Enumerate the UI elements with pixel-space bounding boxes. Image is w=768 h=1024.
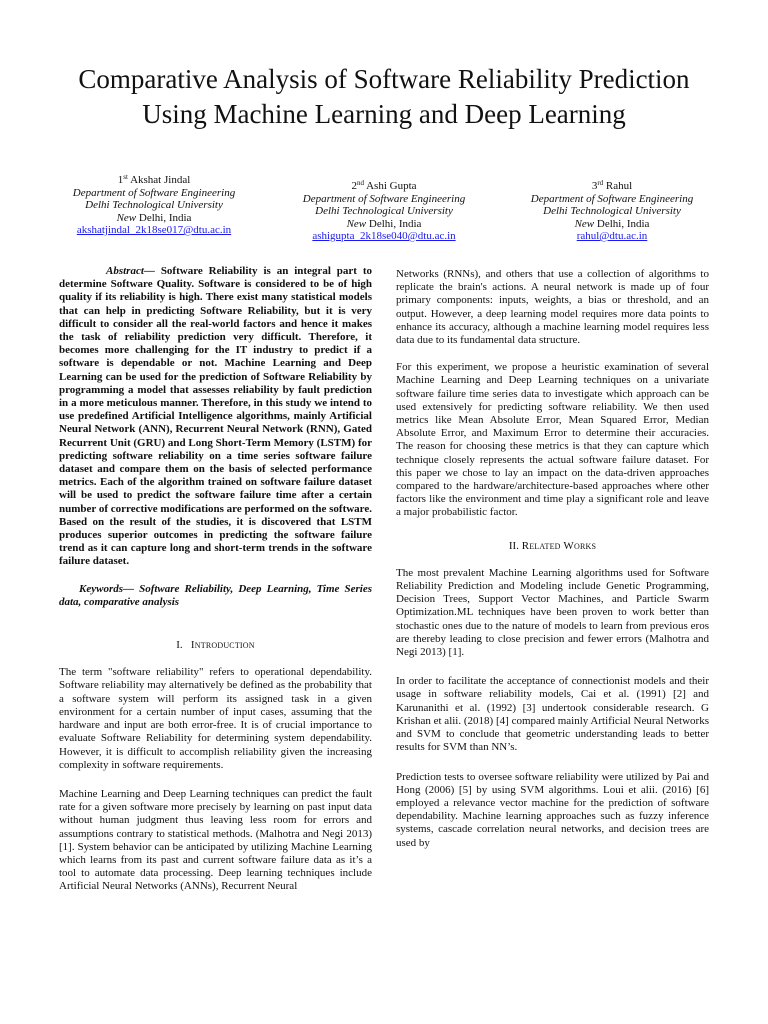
intro-paragraph-4: For this experiment, we propose a heuristic examination of several Machine Learning and Deep Learning techniques on a univariate software failure time series data to investigate which approach can be used extensively for predicting software reliability. We then used metrics like Mean Absolute Error, Mean Squared Error, Median Absolute Error, and Maximum Error to determine their accuracies. The reason for choosing these metrics is that they can capture which technique closely represents the actual software failure dataset. For this paper we chose to lay an impact on the data-driven approaches compared to the hardware/architecture-based approaches where other factors like the environment and time play a significant role and leave a major probabilistic factor. [396,361,709,519]
intro-paragraph-3: Networks (RNNs), and others that use a collection of algorithms to replicate the brain's actions. A neural network is made up of four primary components: inputs, weights, a bias or threshold, and an output. However, a deep learning model requires more data points to enhance its accuracy, although a machine learning model requires less data due to its fundamental data structure. [396,268,709,347]
intro-paragraph-2: Machine Learning and Deep Learning techniques can predict the fault rate for a given software more precisely by learning on past input data without human judgment thus leaving less room for errors and assumptions contrary to statistical methods. (Malhotra and Negi 2013) [1]. System behavior can be anticipated by utilizing Machine Learning which learns from its past and current software failure data as it’s a tool to automate data processing. Deep learning techniques include Artificial Neural Networks (ANNs), Recurrent Neural [59,787,372,893]
related-paragraph-2: In order to facilitate the acceptance of connectionist models and their usage in software reliability models, Cai et al. (1991) [2] and Karunanithi et al. (1992) [3] undertook considerable research. G Krishan et alii. (2018) [4] compared mainly Artificial Neural Networks and SVM to conclude that geometric understanding leads to better results for SVM than NN’s. [396,675,709,754]
author-location: New Delhi, India [116,211,192,224]
author-university: Delhi Technological University [315,205,453,217]
keywords [59,583,372,609]
right-column [396,268,709,850]
related-paragraph-1: The most prevalent Machine Learning algorithms used for Software Reliability Prediction and Modeling include Genetic Programming, Decision Trees, Support Vector Machines, and Particle Swarm Optimization.ML techniques have been proven to work better than stochastic ones due to the nature of models to learn from previous eros are thereby leading to close precision and fewer errors (Malhotra and Negi 2013) [1]. [396,566,709,659]
author-university: Delhi Technological University [85,199,223,211]
author-location: New Delhi, India [346,217,422,230]
author-name: 1st Akshat Jindal [117,173,191,186]
left-column [59,265,372,894]
author-block-3 [497,180,727,243]
author-department: Department of Software Engineering [530,192,694,205]
author-name: 3rd Rahul [591,179,633,192]
keywords-text: Software Reliability, Deep Learning, Time Series data, comparative analysis [59,582,372,608]
author-department: Department of Software Engineering [302,192,466,205]
author-location: New Delhi, India [574,217,650,230]
related-paragraph-3: Prediction tests to oversee software reliability were utilized by Pai and Hong (2006) [5] by using SVM algorithms. Loui et alii. (2016) [6] employed a relevance vector machine for the prediction of software dependability. Machine learning approaches such as fuzzy inference systems, cascade correlation neural networks, and decision trees are used by [396,770,709,849]
intro-paragraph-1: The term "software reliability" refers to operational dependability. Software reliability may alternatively be defined as the probability that a software system will perform its assigned task in a given environment for a certain number of input cases, assuming that the hardware and input are both error-free. It is of crucial importance to evaluate Software Reliability for determining system dependability. However, it is difficult to accomplish reliability given the increasing complexity in software requirements. [59,666,372,771]
author-block-1 [39,174,269,237]
abstract-label: Abstract— [106,265,155,277]
author-department: Department of Software Engineering [72,186,236,199]
section-heading-related-works: II. Related Works [508,539,597,552]
author-name: 2nd Ashi Gupta [351,179,417,192]
author-email-link[interactable]: akshatjindal_2k18se017@dtu.ac.in [76,224,232,236]
author-block-2 [269,180,499,243]
author-email-link[interactable]: ashigupta_2k18se040@dtu.ac.in [312,230,456,242]
author-university: Delhi Technological University [543,205,681,217]
paper-title: Comparative Analysis of Software Reliability Prediction Using Machine Learning and Deep Learning [78,64,690,129]
keywords-label: Keywords— [79,582,134,595]
section-heading-introduction: I. Introduction [176,639,255,652]
author-email-link[interactable]: rahul@dtu.ac.in [576,230,648,242]
abstract-text: Software Reliability is an integral part to determine Software Quality. Software is considered to be of high quality if its reliability is high. There exist many statistical models that can help in predicting Software Reliability, but it is very difficult to consider all the real-world factors and hence it makes the task of reliability prediction very difficult. Therefore, it becomes more challenging for the IT industry to predict if a software is dependable or not. Machine Learning and Deep Learning can be used for the prediction of Software Reliability by programming a model that assesses reliability by fault prediction in a more meticulous manner. Therefore, in this study we intend to use predefined Artificial Intelligence algorithms, mainly Artificial Neural Network (ANN), Recurrent Neural Network (RNN), Gated Recurrent Unit (GRU) and Long Short-Term Memory (LSTM) for predicting software reliability on a time series software failure dataset and compare them on the basis of selected performance metrics. Each of the algorithm trained on software failure dataset will be used to predict the software failure time after a certain number of corrective modifications are performed on the software. Based on the result of the studies, it is discovered that LSTM produces superior outcomes in predicting the software failure trend as it can capture long and short-term trends in the software failure dataset. [59,265,373,568]
abstract [59,265,372,569]
